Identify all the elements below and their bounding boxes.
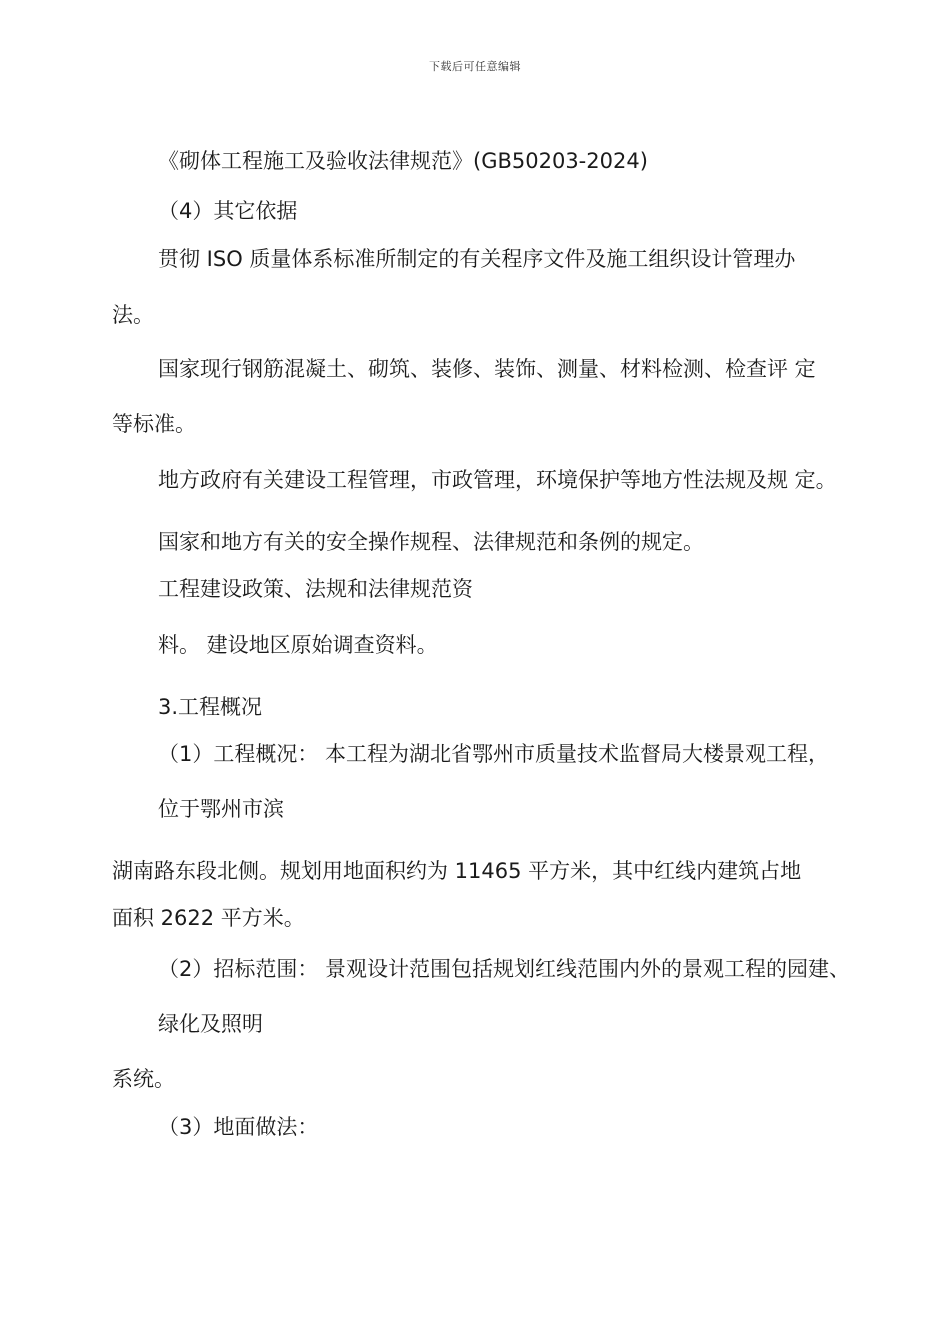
text-line: 贯彻 ISO 质量体系标准所制定的有关程序文件及施工组织设计管理办 — [158, 247, 796, 271]
section-heading: 3.工程概况 — [158, 695, 263, 719]
text-line: 面积 2622 平方米。 — [112, 906, 305, 930]
text-line: 国家现行钢筋混凝土、砌筑、装修、装饰、测量、材料检测、检查评 定 — [158, 357, 816, 381]
text-line: 位于鄂州市滨 — [158, 797, 284, 821]
text-line: 系统。 — [112, 1067, 175, 1091]
section-heading: （4）其它依据 — [158, 199, 298, 223]
text-line: 《砌体工程施工及验收法律规范》(GB50203-2024) — [158, 149, 648, 173]
text-line: 地方政府有关建设工程管理，市政管理，环境保护等地方性法规及规 定。 — [158, 468, 837, 492]
text-line: 湖南路东段北侧。规划用地面积约为 11465 平方米，其中红线内建筑占地 — [112, 859, 802, 883]
text-line: 绿化及照明 — [158, 1012, 263, 1036]
section-heading: （3）地面做法： — [158, 1115, 319, 1139]
text-line: 国家和地方有关的安全操作规程、法律规范和条例的规定。 — [158, 530, 704, 554]
text-line: （2）招标范围： 景观设计范围包括规划红线范围内外的景观工程的园建、 — [158, 957, 851, 981]
text-line: （1）工程概况： 本工程为湖北省鄂州市质量技术监督局大楼景观工程， — [158, 742, 830, 766]
text-line: 料。 建设地区原始调查资料。 — [158, 633, 438, 657]
text-line: 等标准。 — [112, 412, 196, 436]
page-header: 下载后可任意编辑 — [429, 60, 521, 73]
text-line: 工程建设政策、法规和法律规范资 — [158, 577, 473, 601]
text-line: 法。 — [112, 303, 154, 327]
